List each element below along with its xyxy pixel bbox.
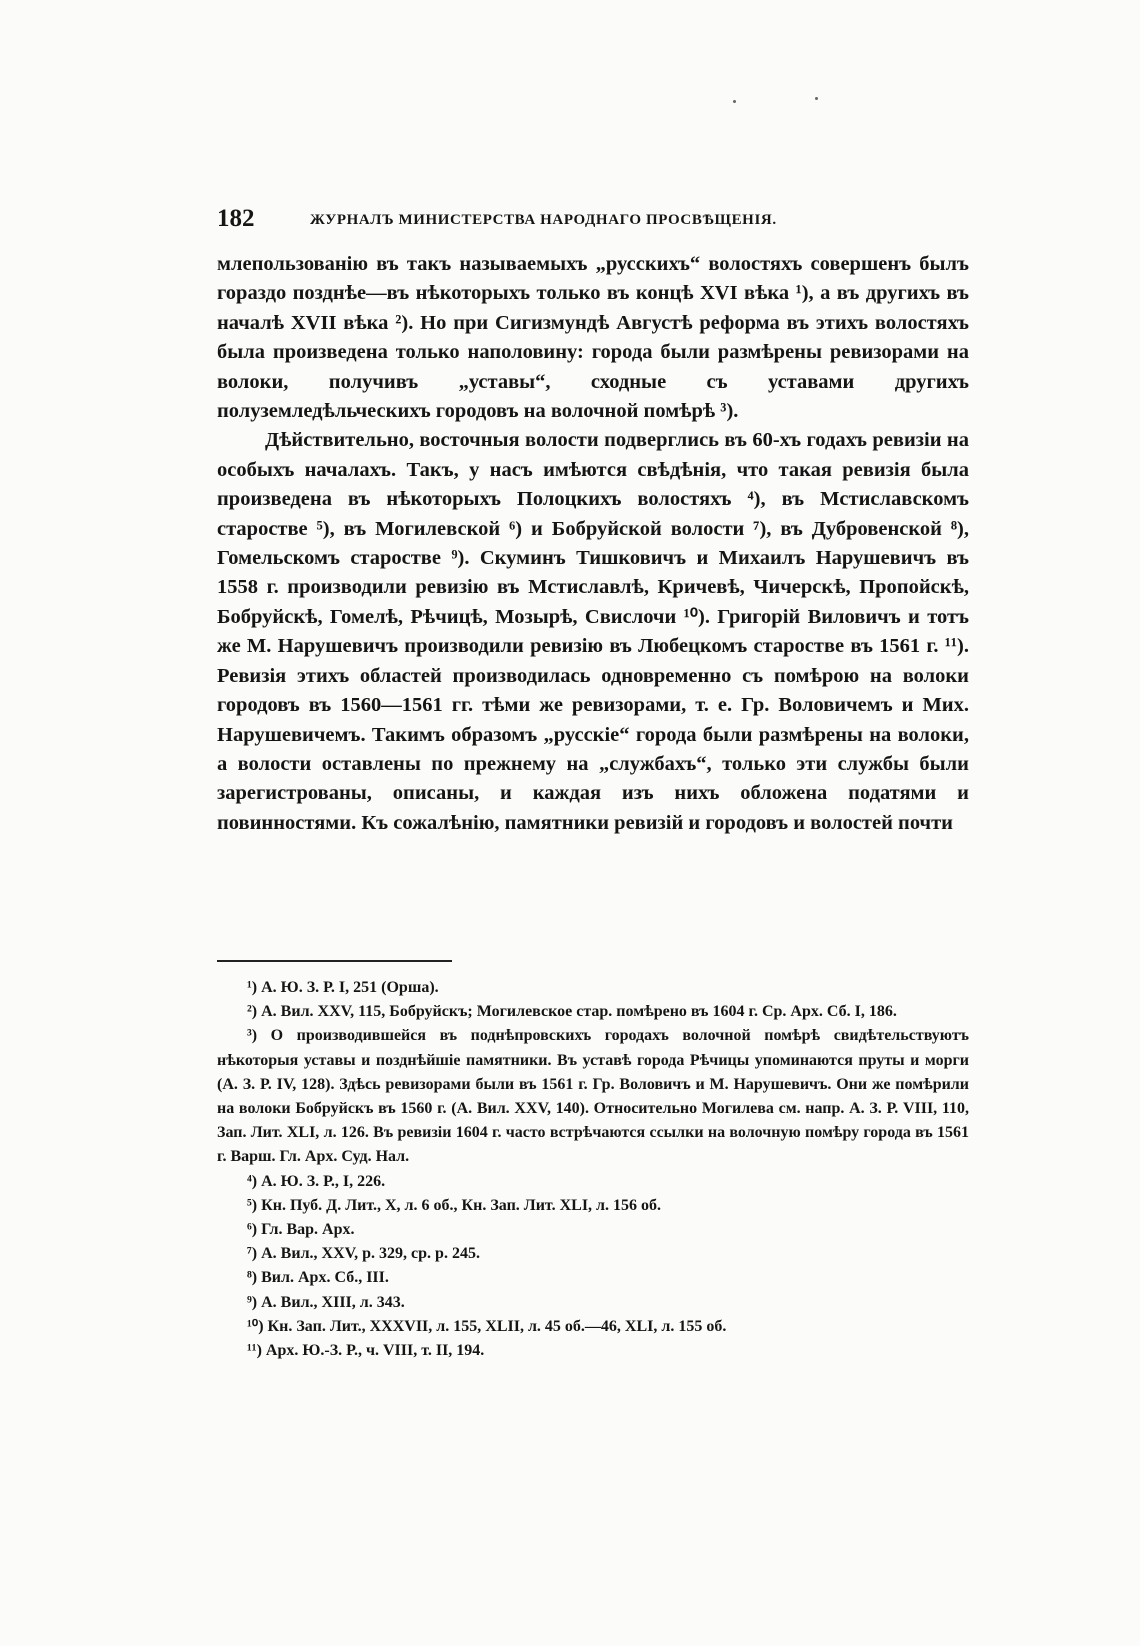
footnote: ¹) А. Ю. З. Р. I, 251 (Орша). <box>247 979 439 996</box>
footnotes <box>217 976 969 1363</box>
footnote: ¹¹) Арх. Ю.-З. Р., ч. VIII, т. II, 194. <box>247 1342 485 1360</box>
footnote: ¹⁰) Кн. Зап. Лит., XXXVII, л. 155, XLII, л. 45 об.—46, XLI, л. 155 об. <box>247 1317 727 1335</box>
footnote: ³) О производившейся въ поднѣпровскихъ городахъ волочной помѣрѣ свидѣтельствуютъ нѣкоторыя уставы и позднѣйшіе памятники. Въ уставѣ города Рѣчицы упоминаются пруты и морги (А. З. Р. IV, 128). Здѣсь ревизорами были въ 1561 г. Гр. Воловичъ и М. Нарушевичъ. Они же помѣрили на волоки Бобруйскъ въ 1560 г. (А. Вил. XXV, 140). Относительно Могилева см. напр. А. З. Р. VIII, 110, Зап. Лит. XLI, л. 126. Въ ревизіи 1604 г. часто встрѣчаются ссылки на волочную помѣру города въ 1561 г. Варш. Гл. Арх. Суд. Нал. <box>217 1027 969 1166</box>
footnote: ⁸) Вил. Арх. Сб., III. <box>247 1269 389 1287</box>
footnote-divider <box>217 960 452 962</box>
paragraph: Дѣйствительно, восточныя волости подверглись въ 60-хъ годахъ ревизіи на особыхъ началахъ. Такъ, у насъ имѣются свѣдѣнія, что такая ревизія была произведена въ нѣкоторыхъ Полоцкихъ волостяхъ ⁴), въ Мстиславскомъ старостве ⁵), въ Могилевской ⁶) и Бобруйской волости ⁷), въ Дубровенской ⁸), Гомельскомъ старостве ⁹). Скуминъ Тишковичъ и Михаилъ Нарушевичъ въ 1558 г. производили ревизію въ Мстиславлѣ, Кричевѣ, Чичерскѣ, Пропойскѣ, Бобруйскѣ, Гомелѣ, Рѣчицѣ, Мозырѣ, Свислочи ¹⁰). Григорій Виловичъ и тотъ же М. Нарушевичъ производили ревизію въ Любецкомъ старостве въ 1561 г. ¹¹). Ревизія этихъ областей производилась одновременно съ помѣрою на волоки городовъ въ 1560—1561 гг. тѣми же ревизорами, т. е. Гр. Воловичемъ и Мих. Нарушевичемъ. Такимъ образомъ „русскіе“ города были размѣрены на волоки, а волости оставлены по прежнему на „службахъ“, только эти службы были зарегистрованы, описаны, и каждая изъ нихъ обложена податями и повинностями. Къ сожалѣнію, памятники ревизій и городовъ и волостей почти <box>217 429 969 834</box>
page-number: 182 <box>217 205 255 232</box>
footnote: ⁹) А. Вил., XIII, л. 343. <box>247 1293 405 1311</box>
running-title: ЖУРНАЛЪ МИНИСТЕРСТВА НАРОДНАГО ПРОСВѢЩЕНІЯ. <box>310 212 777 228</box>
footnote: ⁴) А. Ю. З. Р., I, 226. <box>247 1172 386 1190</box>
paragraph: млепользованію въ такъ называемыхъ „русскихъ“ волостяхъ совершенъ былъ гораздо позднѣе—въ нѣкоторыхъ только въ концѣ XVI вѣка ¹), а въ другихъ въ началѣ XVII вѣка ²). Но при Сигизмундѣ Августѣ реформа въ этихъ волостяхъ была произведена только наполовину: города были размѣрены ревизорами на волоки, получивъ „уставы“, сходные съ уставами другихъ полуземледѣльческихъ городовъ на волочной помѣрѣ ³). <box>217 253 969 423</box>
page-header <box>217 205 971 235</box>
footnote: ⁶) Гл. Вар. Арх. <box>247 1221 355 1239</box>
scan-speck <box>815 97 818 100</box>
footnote: ⁵) Кн. Пуб. Д. Лит., X, л. 6 об., Кн. Зап. Лит. XLI, л. 156 об. <box>247 1196 662 1214</box>
scan-speck <box>733 100 736 103</box>
footnote: ²) А. Вил. XXV, 115, Бобруйскъ; Могилевское стар. помѣрено въ 1604 г. Ср. Арх. Сб. I, 186. <box>247 1003 897 1021</box>
body-text <box>217 250 969 838</box>
footnote: ⁷) А. Вил., XXV, р. 329, ср. р. 245. <box>247 1245 480 1263</box>
